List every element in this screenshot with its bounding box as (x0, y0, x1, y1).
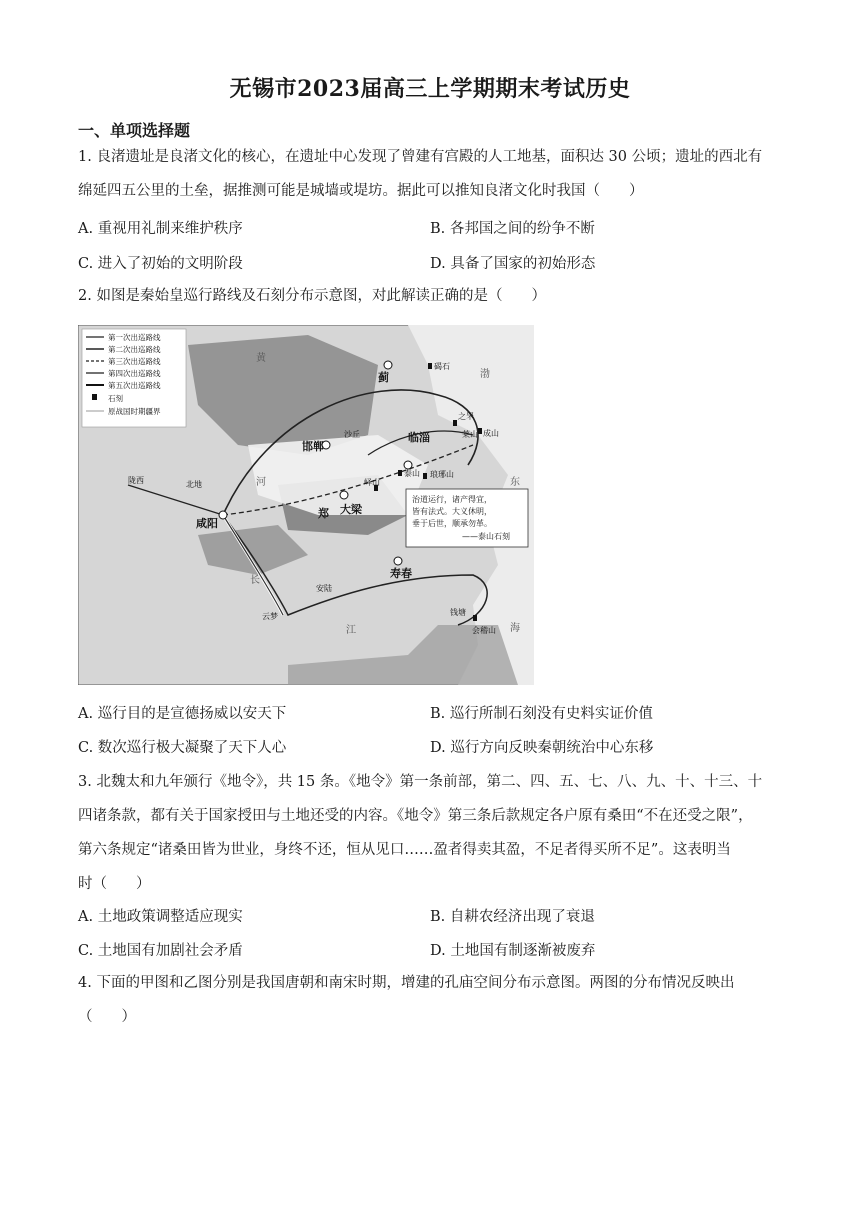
river-label: 长 (250, 575, 260, 586)
option-d: D. 具备了国家的初始形态 (430, 256, 596, 272)
place-label: 郑 (318, 507, 329, 520)
sea-label: 渤 (480, 369, 490, 380)
place-label: 临淄 (408, 431, 430, 444)
option-d: D. 巡行方向反映秦朝统治中心东移 (430, 740, 654, 756)
place-label: 钱塘 (450, 608, 466, 617)
legend-item: 第三次出巡路线 (108, 357, 161, 366)
river-label: 河 (256, 477, 266, 488)
inscription-line: 垂于后世，顺承勿革。 (412, 519, 492, 528)
inscription-line: 治道运行，诸产得宜， (412, 495, 492, 504)
page-title: 无锡市2023届高三上学期期末考试历史 (229, 76, 631, 102)
option-c: C. 数次巡行极大凝聚了天下人心 (78, 740, 287, 756)
place-label: 云梦 (262, 612, 278, 621)
place-label: 琅琊山 (430, 470, 454, 479)
legend-item: 石刻 (108, 394, 123, 403)
place-label: 安陆 (316, 584, 332, 593)
legend-item: 第四次出巡路线 (108, 369, 161, 378)
place-label: 会稽山 (472, 626, 496, 635)
question-1-stem (78, 140, 788, 208)
stem-line: 时（ ） (78, 876, 151, 892)
stem-line: 第六条规定“诸桑田皆为世业，身终不还，恒从见口……盈者得卖其盈，不足者得买所不足”。这表明当 (78, 842, 731, 858)
option-b: B. 自耕农经济出现了衰退 (430, 909, 595, 925)
place-label: 北地 (186, 480, 202, 489)
option-a: A. 土地政策调整适应现实 (78, 909, 243, 925)
place-label: 邯郸 (302, 440, 324, 453)
option-b: B. 巡行所制石刻没有史料实证价值 (430, 706, 653, 722)
place-label: 陇西 (128, 476, 144, 485)
map-svg (78, 325, 534, 685)
stem-line: 2. 如图是秦始皇巡行路线及石刻分布示意图，对此解读正确的是（ ） (78, 288, 546, 304)
legend-item: 第一次出巡路线 (108, 333, 161, 342)
city-marker (394, 557, 402, 565)
legend-item: 第二次出巡路线 (108, 345, 161, 354)
place-label: 寿春 (390, 567, 412, 580)
place-label: 蓟 (378, 371, 389, 384)
stem-line: 4. 下面的甲图和乙图分别是我国唐朝和南宋时期，增建的孔庙空间分布示意图。两图的分布情况反映出 (78, 975, 735, 991)
inscription-line: 皆有法式。大义休明， (412, 507, 492, 516)
place-label: 碣石 (434, 362, 450, 371)
section-heading: 一、单项选择题 (78, 121, 191, 140)
option-b: B. 各邦国之间的纷争不断 (430, 221, 595, 237)
option-a: A. 巡行目的是宣德扬威以安天下 (78, 706, 287, 722)
legend-item: 第五次出巡路线 (108, 381, 161, 390)
river-label: 黄 (256, 353, 266, 364)
city-marker (384, 361, 392, 369)
option-c: C. 土地国有加剧社会矛盾 (78, 943, 243, 959)
stem-line: 绵延四五公里的土垒，据推测可能是城墙或堤坊。据此可以推知良渚文化时我国（ ） (78, 183, 644, 199)
place-label: 泰山 (404, 469, 420, 478)
question-4-stem (78, 966, 788, 1034)
stem-line: （ ） (78, 1009, 136, 1025)
stem-line: 四诸条款，都有关于国家授田与土地还受的内容。《地令》第三条后款规定各户原有桑田“不在还受之限”， (78, 808, 753, 824)
place-label: 咸阳 (196, 517, 218, 530)
place-label: 成山 (483, 429, 499, 438)
legend-item: 原战国时期疆界 (108, 407, 161, 416)
river-label: 江 (346, 625, 356, 636)
sea-label: 海 (510, 623, 520, 634)
place-label: 峄山 (364, 478, 380, 487)
question-3-stem (78, 765, 788, 901)
sea-label: 东 (510, 477, 520, 488)
city-marker (219, 511, 227, 519)
option-a: A. 重视用礼制来维护秩序 (78, 221, 243, 237)
stone-tablet-icon (92, 394, 97, 400)
city-marker (404, 461, 412, 469)
city-marker (340, 491, 348, 499)
place-label: 之罘 (458, 412, 474, 421)
place-label: 莱山 (462, 430, 478, 439)
qin-tour-map (78, 325, 534, 685)
stem-line: 3. 北魏太和九年颁行《地令》，共 15 条。《地令》第一条前部，第二、四、五、七、八、九、十、十三、十 (78, 774, 763, 790)
stem-line: 1. 良渚遗址是良渚文化的核心，在遗址中心发现了曾建有宫殿的人工地基，面积达 30 公顷；遗址的西北有 (78, 149, 763, 165)
option-d: D. 土地国有制逐渐被废弃 (430, 943, 596, 959)
inscription-line: ——泰山石刻 (462, 532, 510, 541)
place-label: 大梁 (340, 503, 362, 516)
question-2-stem (78, 279, 788, 313)
place-label: 沙丘 (344, 430, 360, 439)
option-c: C. 进入了初始的文明阶段 (78, 256, 243, 272)
